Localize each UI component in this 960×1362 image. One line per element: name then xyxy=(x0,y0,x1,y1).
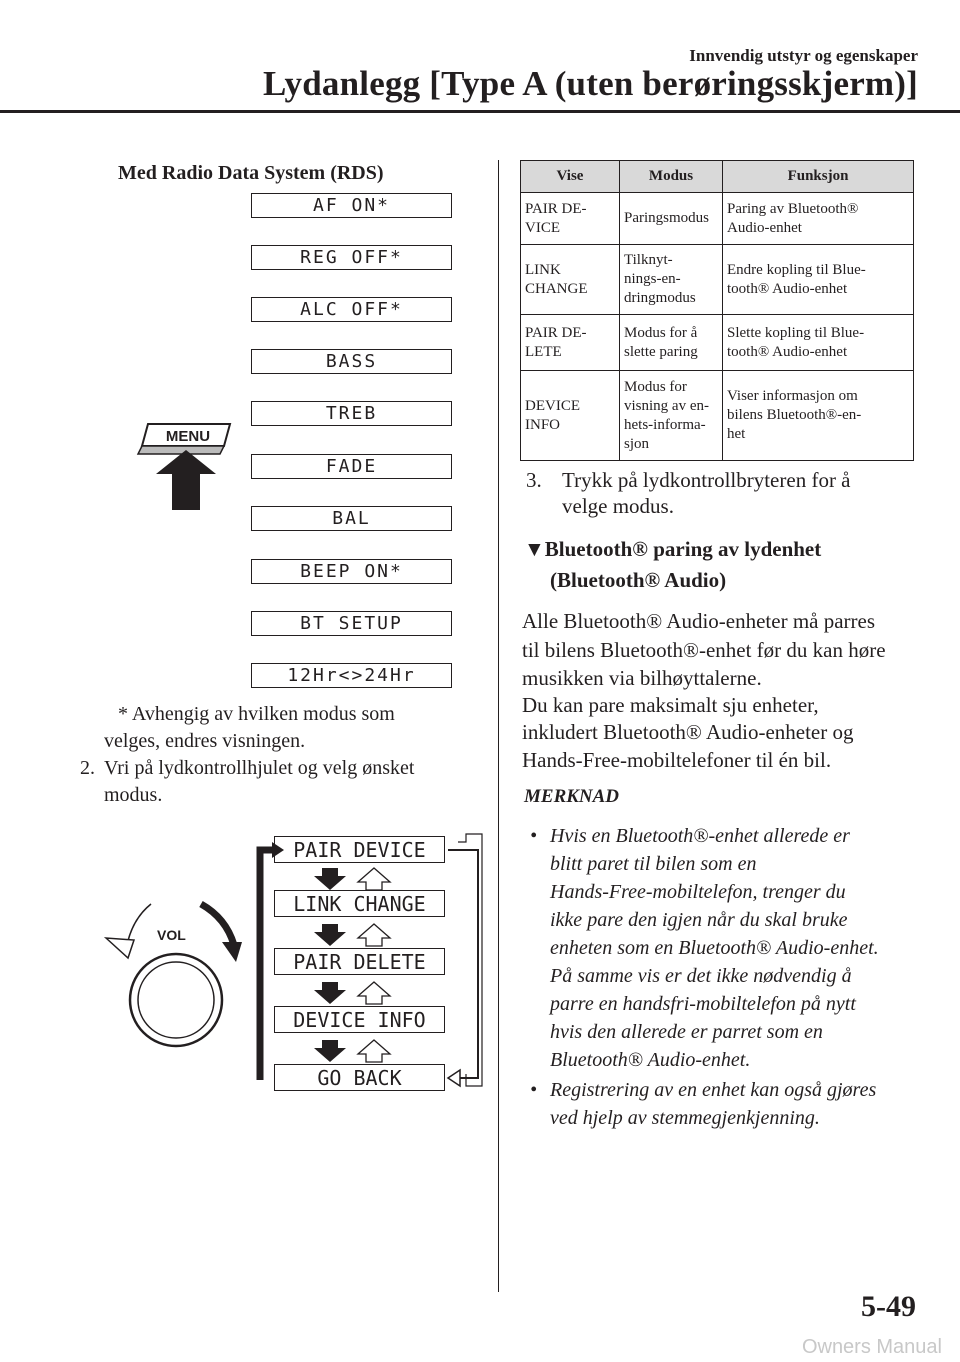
note1-line: Hands-Free-mobiltelefon, trenger du xyxy=(550,881,846,903)
knob-inner xyxy=(138,962,214,1038)
note1-line: parre en handsfri-mobiltelefon på nytt xyxy=(550,993,856,1015)
step3-line1: Trykk på lydkontrollbryteren for å xyxy=(562,468,851,492)
col-header-funksjon: Funksjon xyxy=(723,161,914,193)
lcd-pair-device: PAIR DEVICE xyxy=(274,836,445,863)
up-arrow-icon xyxy=(156,450,216,510)
col-header-vise: Vise xyxy=(521,161,620,193)
cell-modus: Modus for visning av en- hets-informa- sjon xyxy=(620,371,723,461)
note1-line: hvis den allerede er parret som en xyxy=(550,1021,823,1043)
step2-line1: Vri på lydkontrollhjulet og velg ønsket xyxy=(104,757,415,779)
note-title: MERKNAD xyxy=(524,786,620,807)
note1-line: På samme vis er det ikke nødvendig å xyxy=(550,965,852,987)
step3-number: 3. xyxy=(526,468,542,492)
table-header-row xyxy=(521,161,914,193)
para-line: Alle Bluetooth® Audio-enheter må parres xyxy=(522,609,876,633)
note1-line: ikke pare den igjen når du skal bruke xyxy=(550,909,848,931)
lcd-pair-delete: PAIR DELETE xyxy=(274,948,445,975)
para-line: musikken via bilhøyttalerne. xyxy=(522,666,762,690)
note1-line: Hvis en Bluetooth®-enhet allerede er xyxy=(550,825,850,847)
note2-line: ved hjelp av stemmegjenkjenning. xyxy=(550,1107,820,1129)
para-line: til bilens Bluetooth®-enhet før du kan høre xyxy=(522,638,886,662)
para-line: Hands-Free-mobiltelefoner til én bil. xyxy=(522,748,832,772)
lcd-bass: BASS xyxy=(251,349,452,374)
para-line: inkludert Bluetooth® Audio-enheter og xyxy=(522,720,854,744)
cell-funksjon: Paring av Bluetooth® Audio-enhet xyxy=(723,193,914,245)
cell-modus: Modus for å slette paring xyxy=(620,315,723,371)
cell-vise: PAIR DE- VICE xyxy=(521,193,620,245)
cell-modus: Paringsmodus xyxy=(620,193,723,245)
bullet-icon: • xyxy=(530,1079,538,1101)
step3-line2: velge modus. xyxy=(562,494,674,518)
lcd-beep-on: BEEP ON* xyxy=(251,559,452,584)
footer-watermark: Owners Manual xyxy=(801,1336,942,1358)
cell-funksjon: Slette kopling til Blue- tooth® Audio-enhet xyxy=(723,315,914,371)
lcd-treb: TREB xyxy=(251,401,452,426)
section-heading-line2: (Bluetooth® Audio) xyxy=(550,568,727,592)
cell-modus: Tilknyt- nings-en- dringmodus xyxy=(620,245,723,315)
section-label: Innvendig utstyr og egenskaper xyxy=(689,46,918,65)
page-number: 5-49 xyxy=(861,1290,916,1323)
lcd-device-info: DEVICE INFO xyxy=(274,1006,445,1033)
page-title: Lydanlegg [Type A (uten berøringsskjerm)] xyxy=(262,64,918,103)
footnote-line1: * Avhengig av hvilken modus som xyxy=(118,703,395,725)
table-row xyxy=(521,193,914,245)
note2-line: Registrering av en enhet kan også gjøres xyxy=(550,1079,877,1101)
mode-table xyxy=(520,160,914,461)
vol-knob-illustration xyxy=(96,890,256,1060)
lcd-12hr-24hr: 12Hr<>24Hr xyxy=(251,663,452,688)
header-divider xyxy=(0,110,960,113)
cell-funksjon: Endre kopling til Blue- tooth® Audio-enhet xyxy=(723,245,914,315)
rds-heading: Med Radio Data System (RDS) xyxy=(118,162,384,184)
cell-funksjon: Viser informasjon om bilens Bluetooth®-en- het xyxy=(723,371,914,461)
table-row xyxy=(521,245,914,315)
step2-line2: modus. xyxy=(104,784,163,806)
lcd-fade: FADE xyxy=(251,454,452,479)
menu-button-label: MENU xyxy=(165,428,211,445)
cell-vise: LINK CHANGE xyxy=(521,245,620,315)
table-row xyxy=(521,371,914,461)
footnote-line2: velges, endres visningen. xyxy=(104,730,306,752)
cell-vise: PAIR DE- LETE xyxy=(521,315,620,371)
para-line: Du kan pare maksimalt sju enheter, xyxy=(522,693,819,717)
lcd-bt-setup: BT SETUP xyxy=(251,611,452,636)
lcd-af-on: AF ON* xyxy=(251,193,452,218)
vol-label: VOL xyxy=(157,927,186,943)
column-divider xyxy=(498,160,499,1292)
forward-loop-line xyxy=(260,850,274,1080)
cell-vise: DEVICE INFO xyxy=(521,371,620,461)
table-row xyxy=(521,315,914,371)
back-loop-line xyxy=(448,850,478,1078)
lcd-reg-off: REG OFF* xyxy=(251,245,452,270)
bullet-icon: • xyxy=(530,825,538,847)
note1-line: Bluetooth® Audio-enhet. xyxy=(550,1049,751,1071)
lcd-alc-off: ALC OFF* xyxy=(251,297,452,322)
section-heading-line1: ▼Bluetooth® paring av lydenhet xyxy=(524,537,822,561)
lcd-go-back: GO BACK xyxy=(274,1064,445,1091)
col-header-modus: Modus xyxy=(620,161,723,193)
rotate-right-arrow-icon xyxy=(201,904,234,945)
note1-line: enheten som en Bluetooth® Audio-enhet. xyxy=(550,937,879,959)
lcd-link-change: LINK CHANGE xyxy=(274,890,445,917)
note1-line: blitt paret til bilen som en xyxy=(550,853,757,875)
step2-number: 2. xyxy=(80,757,95,779)
lcd-bal: BAL xyxy=(251,506,452,531)
